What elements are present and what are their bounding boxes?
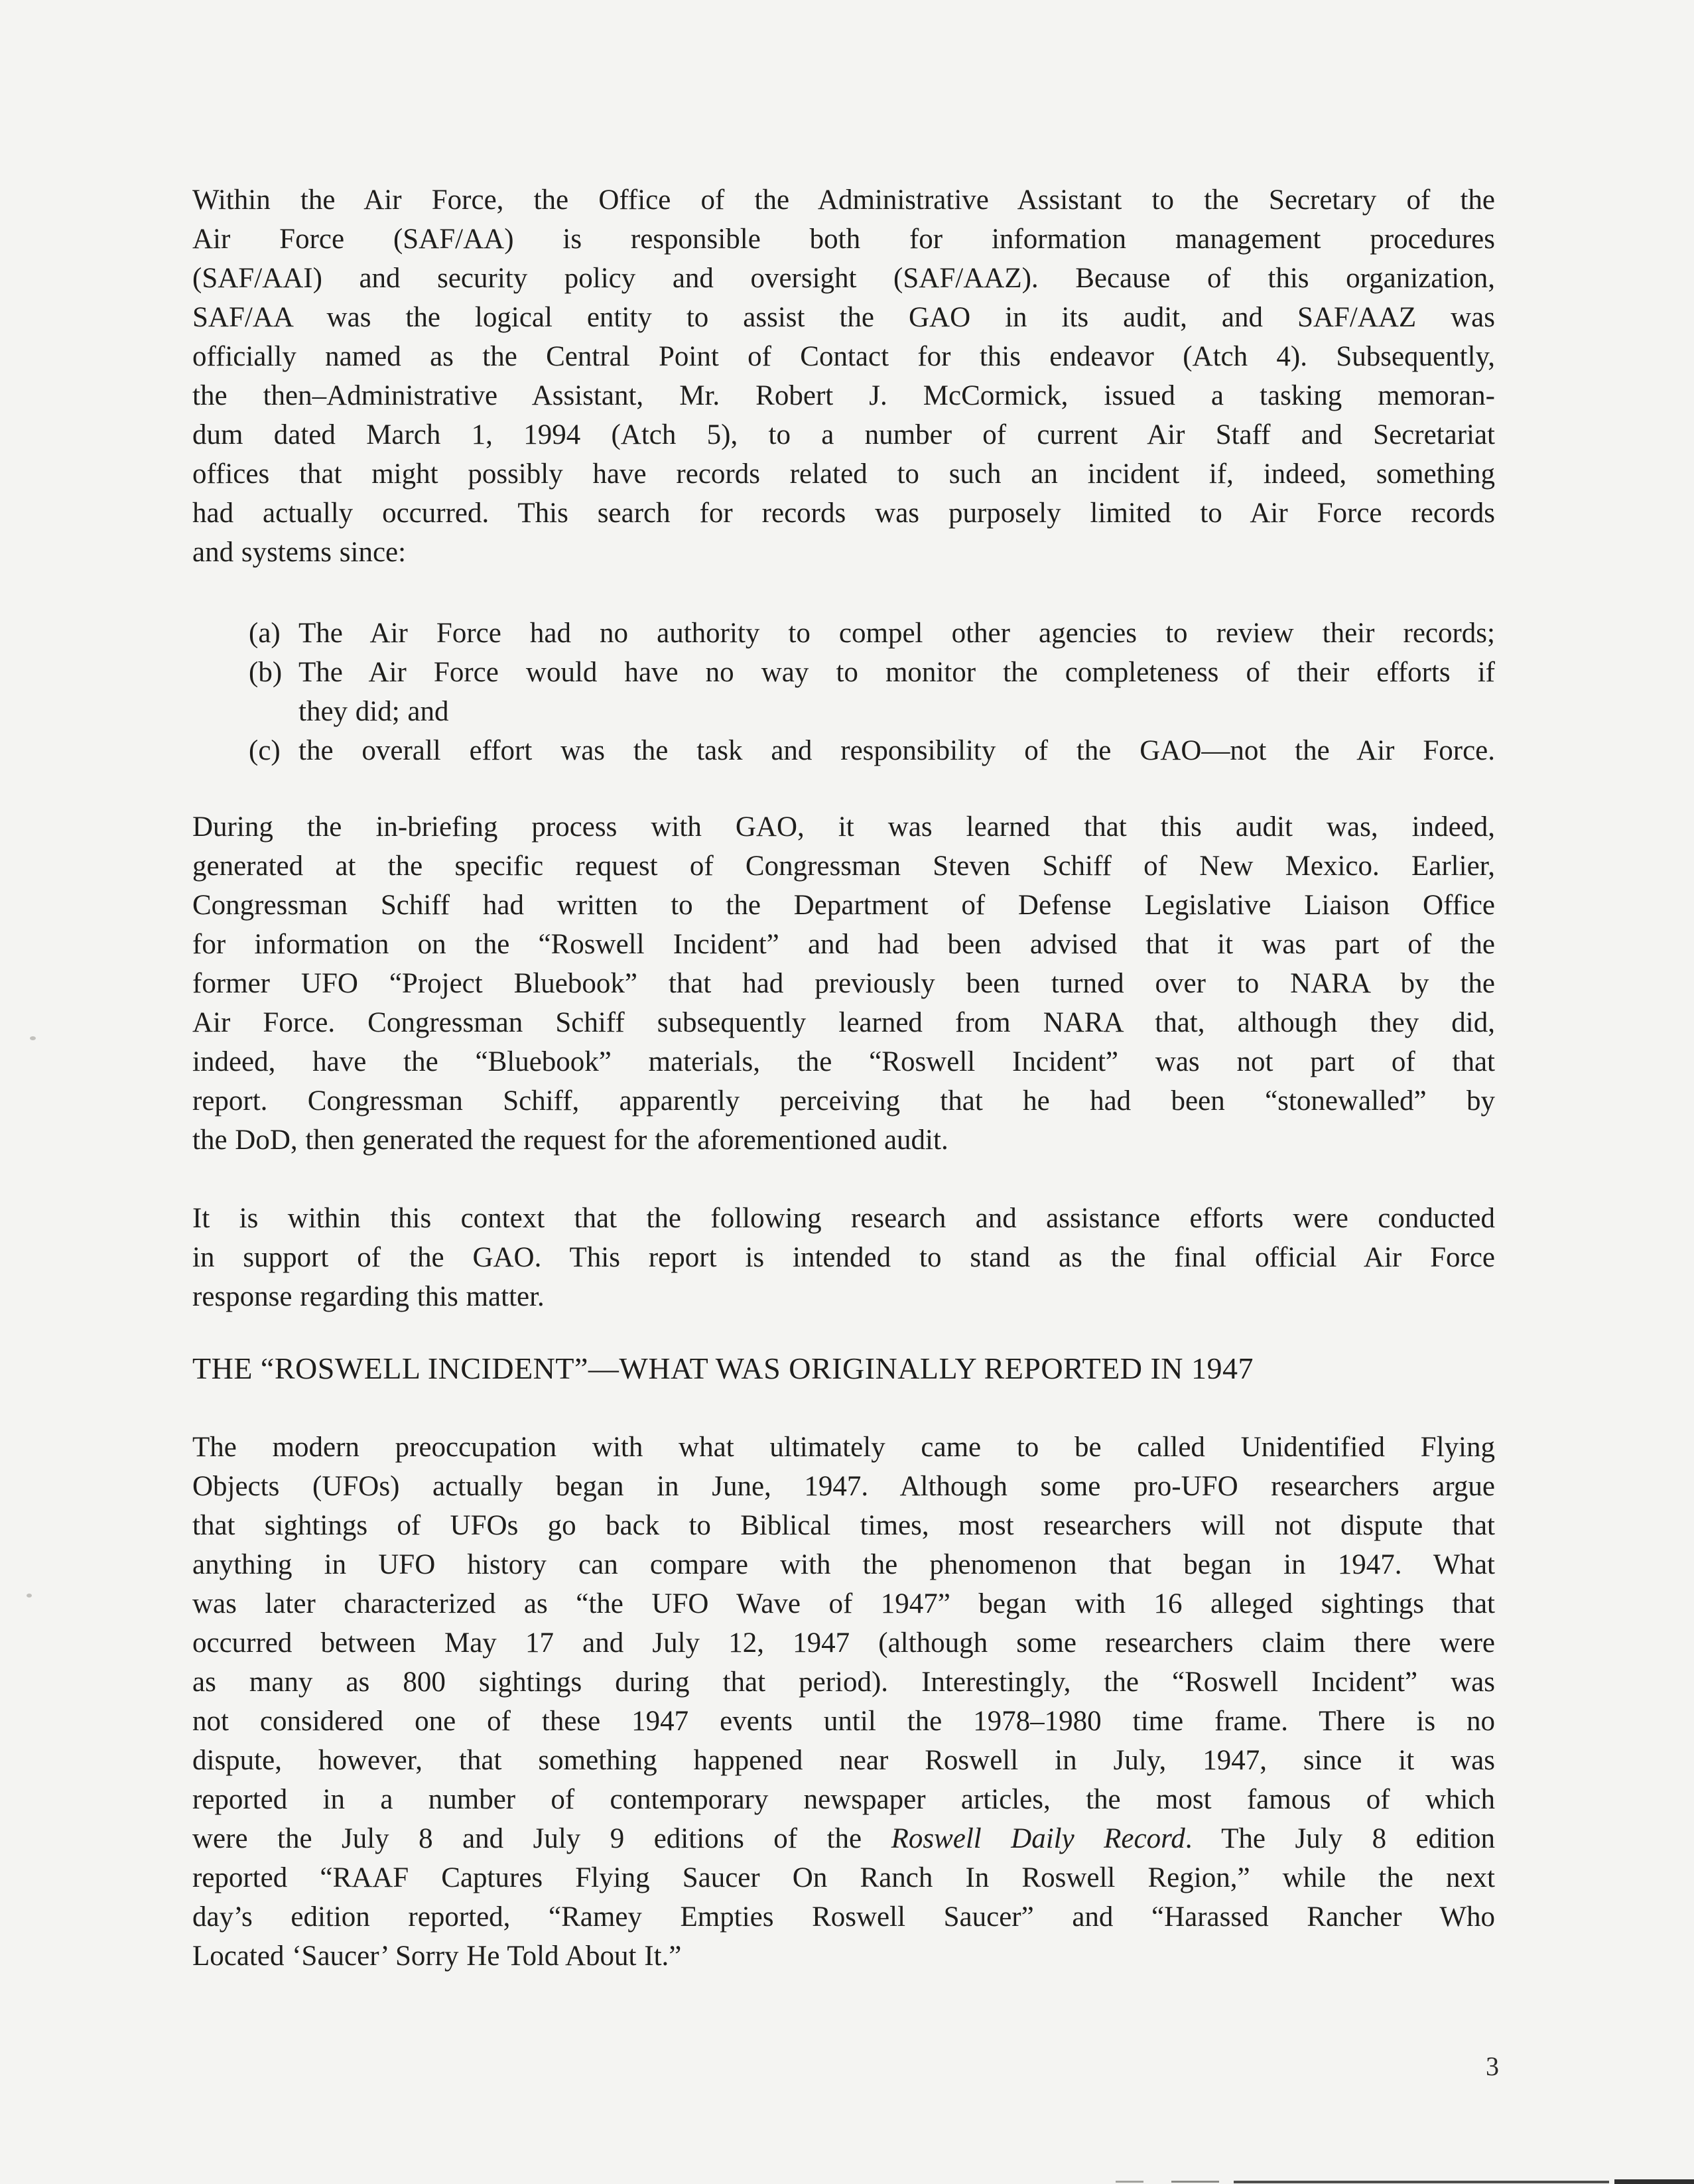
list-marker-c: (c) (249, 735, 281, 766)
text-segment: . The July 8 edition (1185, 1823, 1495, 1854)
text-segment: for information on the “Roswell Incident” and had been advised that it was part of the (192, 929, 1495, 960)
text-segment: were the July 8 and July 9 editions of the (192, 1823, 891, 1854)
text-segment: Objects (UFOs) actually began in June, 1947. Although some pro-UFO researchers argue (192, 1471, 1495, 1502)
text-line (192, 298, 1495, 337)
page-number: 3 (1486, 2051, 1499, 2081)
text-line (192, 180, 1495, 220)
scan-edge-artifact (1614, 2179, 1694, 2184)
text-segment: offices that might possibly have records related to such an incident if, indeed, something (192, 458, 1495, 490)
text-segment: indeed, have the “Bluebook” materials, the “Roswell Incident” was not part of that (192, 1046, 1495, 1077)
text-line (192, 1199, 1495, 1238)
text-segment: The Air Force would have no way to monitor the completeness of their efforts if (298, 657, 1495, 688)
text-line (192, 1003, 1495, 1042)
text-line (192, 1741, 1495, 1780)
text-line (192, 1584, 1495, 1623)
text-line (192, 454, 1495, 494)
text-line (192, 925, 1495, 964)
section-heading: THE “ROSWELL INCIDENT”—WHAT WAS ORIGINALLY REPORTED IN 1947 (192, 1351, 1254, 1385)
text-line (192, 259, 1495, 298)
scan-edge-artifact (1234, 2181, 1609, 2183)
text-segment: (SAF/AAI) and security policy and oversight (SAF/AAZ). Because of this organization, (192, 263, 1495, 294)
text-line (192, 494, 1495, 533)
text-line (192, 1428, 1495, 1467)
text-line (192, 337, 1495, 376)
text-segment: It is within this context that the following research and assistance efforts were conducted (192, 1203, 1495, 1234)
text-line (192, 1042, 1495, 1081)
text-segment: reported in a number of contemporary newspaper articles, the most famous of which (192, 1784, 1495, 1815)
text-segment: officially named as the Central Point of Contact for this endeavor (Atch 4). Subsequently, (192, 341, 1495, 372)
text-segment: not considered one of these 1947 events until the 1978–1980 time frame. There is no (192, 1706, 1495, 1737)
text-segment: they did; and (298, 696, 449, 727)
text-segment: dispute, however, that something happened near Roswell in July, 1947, since it was (192, 1745, 1495, 1776)
text-segment: report. Congressman Schiff, apparently perceiving that he had been “stonewalled” by (192, 1085, 1495, 1117)
text-segment: generated at the specific request of Congressman Steven Schiff of New Mexico. Earlier, (192, 851, 1495, 882)
text-line (192, 1819, 1495, 1858)
text-segment: Air Force (SAF/AA) is responsible both for information management procedures (192, 224, 1495, 255)
text-line (192, 1277, 1495, 1316)
text-segment: as many as 800 sightings during that period). Interestingly, the “Roswell Incident” was (192, 1667, 1495, 1698)
text-line (192, 220, 1495, 259)
text-line (192, 1663, 1495, 1702)
text-segment: had actually occurred. This search for records was purposely limited to Air Force records (192, 498, 1495, 529)
text-segment: The modern preoccupation with what ultimately came to be called Unidentified Flying (192, 1432, 1495, 1463)
list-item-c (192, 731, 1495, 770)
list-item-b-text (298, 653, 1495, 731)
text-line (192, 964, 1495, 1003)
text-segment: Air Force. Congressman Schiff subsequently learned from NARA that, although they did, (192, 1007, 1495, 1038)
text-segment: Within the Air Force, the Office of the Administrative Assistant to the Secretary of the (192, 184, 1495, 216)
paragraph-gao-briefing (192, 807, 1495, 1160)
text-line (192, 533, 1495, 572)
text-segment: Located ‘Saucer’ Sorry He Told About It.” (192, 1941, 682, 1972)
text-line (192, 1623, 1495, 1663)
text-line (298, 731, 1495, 770)
list-item-a (192, 614, 1495, 653)
text-line (192, 847, 1495, 886)
text-segment: occurred between May 17 and July 12, 1947 (although some researchers claim there were (192, 1627, 1495, 1659)
text-segment: anything in UFO history can compare with the phenomenon that began in 1947. What (192, 1549, 1495, 1580)
italic-text: Roswell Daily Record (891, 1823, 1185, 1854)
text-segment: During the in-briefing process with GAO, it was learned that this audit was, indeed, (192, 811, 1495, 843)
list-item-a-text (298, 614, 1495, 653)
text-segment: dum dated March 1, 1994 (Atch 5), to a number of current Air Staff and Secretariat (192, 419, 1495, 450)
text-segment: in support of the GAO. This report is intended to stand as the final official Air Force (192, 1242, 1495, 1273)
text-segment: that sightings of UFOs go back to Biblical times, most researchers will not dispute that (192, 1510, 1495, 1541)
scan-speck (30, 1036, 36, 1040)
paragraph-saf-aa (192, 180, 1495, 572)
list-item-c-text (298, 731, 1495, 770)
document-body (192, 0, 1495, 1976)
text-line (192, 1121, 1495, 1160)
text-line (192, 1937, 1495, 1976)
list-item-b (192, 653, 1495, 731)
text-line (192, 1858, 1495, 1897)
scan-speck (27, 1594, 32, 1598)
text-line (192, 415, 1495, 454)
text-line (192, 807, 1495, 847)
scan-edge-artifact (1171, 2181, 1219, 2183)
text-line (192, 1545, 1495, 1584)
text-line (192, 1780, 1495, 1819)
paragraph-1947-reports (192, 1428, 1495, 1976)
paragraph-context (192, 1199, 1495, 1316)
list-marker-a: (a) (249, 618, 281, 649)
text-line (298, 653, 1495, 692)
text-segment: and systems since: (192, 537, 407, 568)
text-line (298, 614, 1495, 653)
text-segment: the then–Administrative Assistant, Mr. Robert J. McCormick, issued a tasking memoran- (192, 380, 1495, 411)
text-line (192, 886, 1495, 925)
text-line (192, 376, 1495, 415)
text-segment: the overall effort was the task and responsibility of the GAO—not the Air Force. (298, 735, 1495, 766)
text-segment: Congressman Schiff had written to the Department of Defense Legislative Liaison Office (192, 890, 1495, 921)
text-line (298, 692, 1495, 731)
list-marker-b: (b) (249, 657, 283, 688)
text-line (192, 1702, 1495, 1741)
text-segment: the DoD, then generated the request for the aforementioned audit. (192, 1125, 948, 1156)
text-segment: reported “RAAF Captures Flying Saucer On Ranch In Roswell Region,” while the next (192, 1862, 1495, 1893)
reason-list (192, 614, 1495, 770)
scan-edge-artifact (1116, 2181, 1143, 2183)
text-segment: response regarding this matter. (192, 1281, 545, 1312)
text-segment: day’s edition reported, “Ramey Empties Roswell Saucer” and “Harassed Rancher Who (192, 1901, 1495, 1933)
text-segment: The Air Force had no authority to compel other agencies to review their records; (298, 618, 1495, 649)
text-segment: SAF/AA was the logical entity to assist the GAO in its audit, and SAF/AAZ was (192, 302, 1495, 333)
text-line (192, 1081, 1495, 1121)
text-line (192, 1238, 1495, 1277)
text-segment: former UFO “Project Bluebook” that had previously been turned over to NARA by the (192, 968, 1495, 999)
text-line (192, 1467, 1495, 1506)
text-segment: was later characterized as “the UFO Wave of 1947” began with 16 alleged sightings that (192, 1588, 1495, 1619)
text-line (192, 1506, 1495, 1545)
text-line (192, 1897, 1495, 1937)
